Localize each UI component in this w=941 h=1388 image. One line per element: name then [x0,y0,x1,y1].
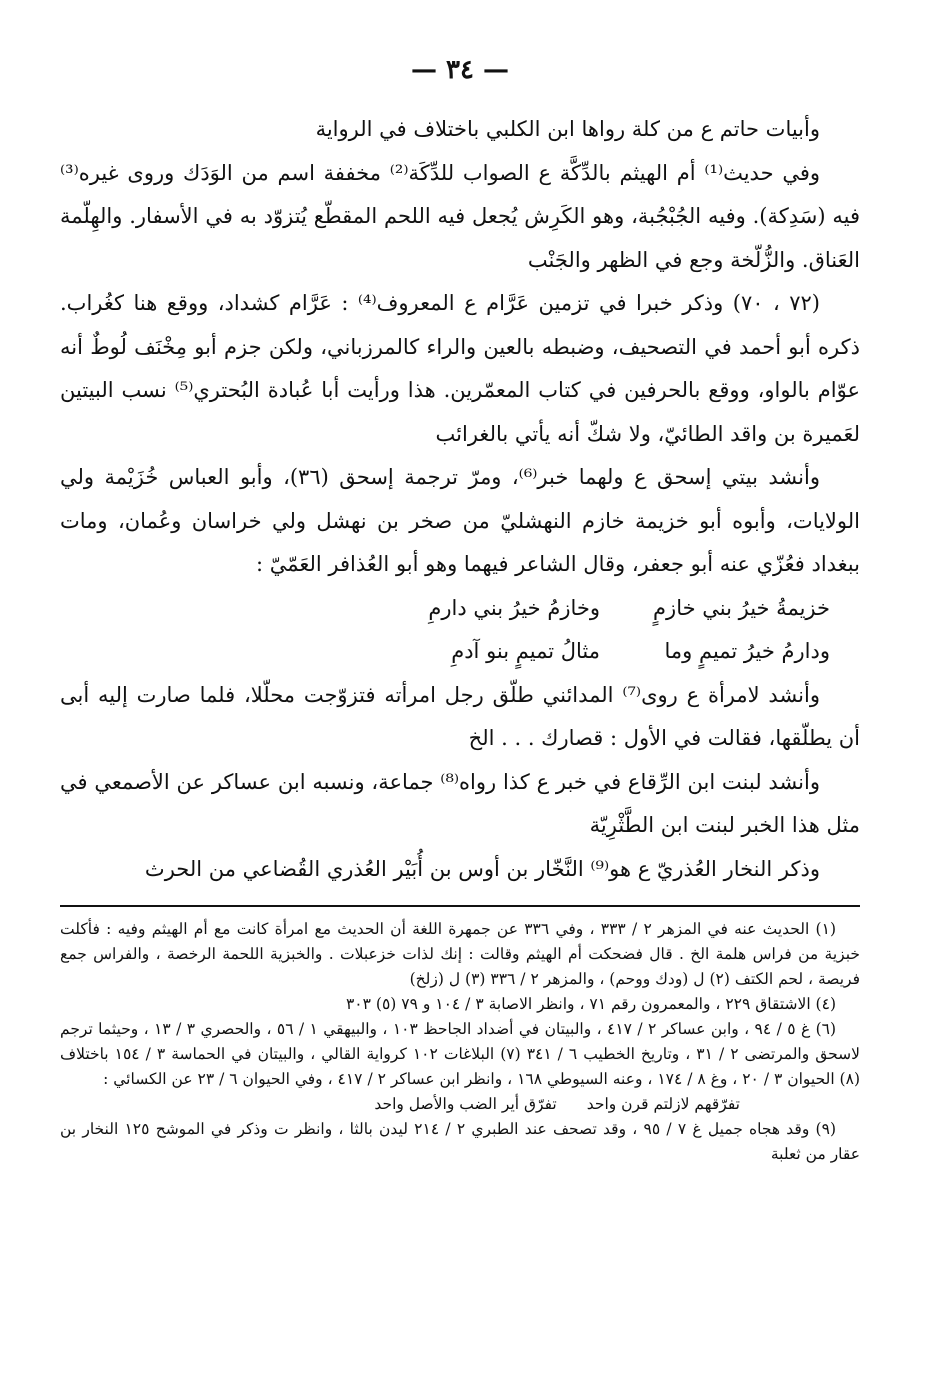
paragraph: وذكر النخار العُذريّ ع هو⁽⁹⁾ النَّخّار بن أوس بن أُبَيْر العُذري القُضاعي من الحرث [144,856,820,881]
document-page [60,50,860,1350]
footnote-divider [60,905,860,907]
paragraph: وأبيات حاتم ع من كلة رواها ابن الكلبي باختلاف في الرواية [315,117,820,141]
paragraph: وفي حديث⁽¹⁾ أم الهيثم بالدِّكَّة ع الصواب للدِّكَة⁽²⁾ مخففة اسم من الوَدَك وروى غيره⁽³⁾ فيه (سَدِكة). وفيه الجُبْجُبة، وهو الكَرِش يُجعل فيه اللحم المقطّع يُتزوّد به في الأسفار. والهِلّمة العَناق. والزُّلّخة وجع في الظهر والجَنْب [60,160,860,272]
page-number: — ٣٤ — [410,55,510,85]
verse-first-hemistich: ودارمُ خيرُ تميمٍ وما [664,639,830,663]
footnote: (٦) غ ٥ / ٩٤ ، وابن عساكر ٢ / ٤١٧ ، والبيتان في أضداد الجاحظ ١٠٣ ، والبيهقي ١ / ٥٦ ، والحصري ٣ / ١٣ ، وحيثما ترجم لاسحق والمرتضى ٢ / ٣١ ، وتاريخ الخطيب ٦ / ٣٤١ (٧) البلاغات ١٠٢ كرواية القالي ، والبيتان في الحماسة ٣ / ١٥٤ باختلاف (٨) الحيوان ٣ / ٢٠ ، وغ ٨ / ١٧٤ ، وعنه السيوطي ١٦٨ ، وانظر ابن عساكر ٢ / ٤١٧ ، وفي الحيوان ٦ / ٢٣ عن الكسائي : [60,1020,860,1088]
footnote: (٤) الاشتقاق ٢٢٩ ، والمعمرون رقم ٧١ ، وانظر الاصابة ٣ / ١٠٤ و ٧٩ (٥) ٣٠٣ [345,995,836,1013]
verse-second-hemistich: مثالُ تميمٍ بنو آدمِ [451,639,600,663]
verse-first-hemistich: خزيمةُ خيرُ بني خازمٍ [653,595,830,620]
footnotes [60,917,860,1167]
paragraph: وأنشد لامرأة ع روى⁽⁷⁾ المدائني طلّق رجل امرأته فتزوّجت محلّلا، فلما صارت إليه أبى أن يطلّقها، فقالت في الأول : قصارك . . . الخ [60,682,860,750]
footnote: (١) الحديث عنه في المزهر ٢ / ٣٣٣ ، وفي ٣٣٦ عن جمهرة اللغة أن الحديث مع امرأة كانت مع أم الهيثم وفيه : فأكلت خبزية من فراس هلمة الخ . قال فضحكت أم الهيثم وقالت : إنك لذات خزعبلات . والخبزية اللحمة الرخصة ، والفراس جمع فريصة ، لحم الكتف (٢) ل (ودك ووحم) ، والمزهر ٢ / ٣٣٦ (٣) ل (زلخ) [60,920,860,988]
main-text [60,108,860,891]
footnote-verse-first: تفرّقهم لازلتم قرن واحد [586,1095,740,1113]
footnote-verse [60,1092,860,1117]
paragraph: وأنشد بيتي إسحق ع ولهما خبر⁽⁶⁾، ومرّ ترجمة إسحق (٣٦)، وأبو العباس خُزَيْمة ولي الولايات، وأبوه أبو خزيمة خازم النهشليّ من صخر بن نهشل ولي خراسان وعُمان، ومات ببغداد فعُزّي عنه أبو جعفر، وقال الشاعر فيهما وهو أبو العُذافر العَمّيّ : [60,465,860,576]
paragraph: (٧٢ ، ٧٠) وذكر خبرا في تزمين عَرَّام ع المعروف⁽⁴⁾ : عَرَّام كشداد، ووقع هنا كغُراب. ذكره أبو أحمد في التصحيف، وضبطه بالعين والراء كالمرزباني، ولكن جزم أبو مِخْنَف لُوطٌ أنه عوّام بالواو، ووقع بالحرفين في كتاب المعمّرين. هذا ورأيت أبا عُبادة البُحتري⁽⁵⁾ نسب البيتين لعَميرة بن واقد الطائيّ، ولا شكّ أنه يأتي بالغرائب [60,291,860,446]
poem-verse [60,630,860,674]
poem-verse [60,587,860,631]
footnote-verse-second: تفرّق أير الضب والأصل واحد [374,1095,557,1113]
footnote: (٩) وقد هجاه جميل غ ٧ / ٩٥ ، وقد تصحف عند الطبري ٢ / ٢١٤ ليدن بالثا ، وانظر ت وذكر في الموشح ١٢٥ النخار بن عقار من ثعلبة [60,1120,860,1163]
paragraph: وأنشد لبنت ابن الرِّقاع في خبر ع كذا رواه⁽⁸⁾ جماعة، ونسبه ابن عساكر عن الأصمعي في مثل هذا الخبر لبنت ابن الطَّثْرِيّة [60,769,860,837]
verse-second-hemistich: وخازمُ خيرُ بني دارمِ [428,595,600,620]
